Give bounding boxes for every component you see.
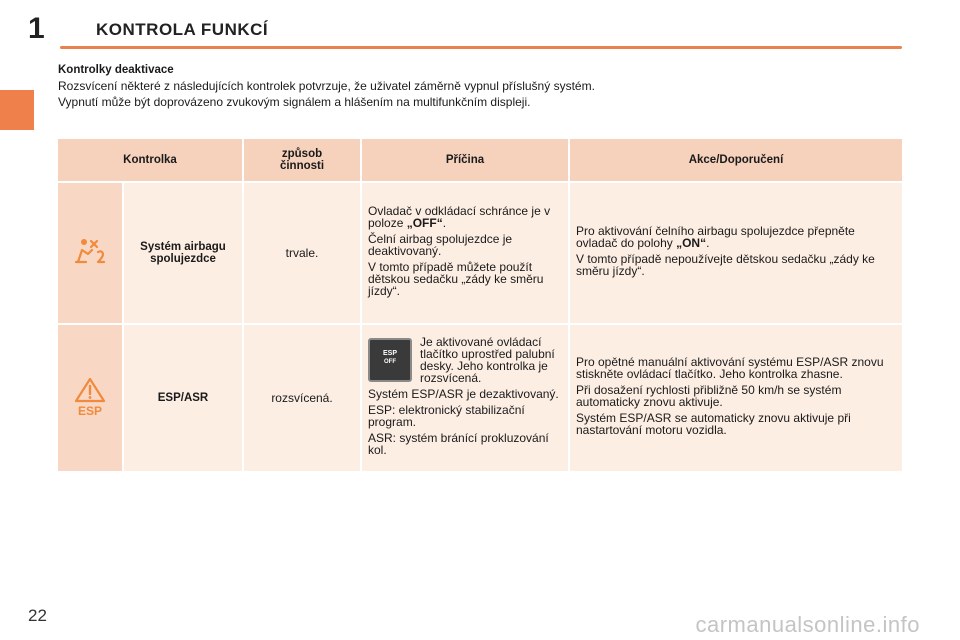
- indicator-name: ESP/ASR: [124, 325, 242, 471]
- esp-off-button-image: ESP OFF: [368, 338, 412, 382]
- indicator-cause: [362, 183, 568, 323]
- chapter-title: KONTROLA FUNKCÍ: [96, 20, 269, 39]
- passenger-airbag-off-icon: [72, 236, 108, 268]
- table-row: [58, 183, 902, 323]
- icon-cell: [58, 183, 122, 323]
- table-header-row: [58, 139, 902, 181]
- action-paragraph: V tomto případě nepoužívejte dětskou sedačku „zády ke směru jízdy“.: [576, 252, 875, 278]
- cause-paragraph: ASR: systém bránící prokluzování kol.: [368, 431, 549, 457]
- svg-text:ESP: ESP: [77, 404, 103, 417]
- header-kontrolka: Kontrolka: [58, 139, 242, 181]
- indicator-action: [570, 183, 902, 323]
- intro-section: [58, 62, 918, 110]
- intro-line-2: Vypnutí může být doprovázeno zvukovým signálem a hlášením na multifunkčním displeji.: [58, 95, 531, 109]
- esp-warning-icon: [72, 377, 108, 417]
- page-number: 22: [28, 606, 47, 625]
- chapter-number: 1: [28, 12, 45, 45]
- header-rule: [60, 46, 902, 49]
- intro-line-1: Rozsvícení některé z následujících kontrolek potvrzuje, že uživatel záměrně vypnul příslušný systém.: [58, 79, 595, 93]
- cause-paragraph: ESP: elektronický stabilizační program.: [368, 403, 525, 429]
- indicator-name: Systém airbagu spolujezdce: [124, 183, 242, 323]
- header-akce: Akce/Doporučení: [570, 139, 902, 181]
- cause-paragraph: Systém ESP/ASR je dezaktivovaný.: [368, 387, 559, 401]
- intro-heading: Kontrolky deaktivace: [58, 64, 174, 76]
- action-paragraph: Při dosažení rychlosti přibližně 50 km/h se systém automaticky znovu aktivuje.: [576, 383, 842, 409]
- cause-paragraph: Ovladač v odkládací schránce je v poloze „OFF“.: [368, 204, 551, 230]
- indicator-action: [570, 325, 902, 471]
- table-row: [58, 325, 902, 471]
- icon-cell: [58, 325, 122, 471]
- cause-paragraph: V tomto případě můžete použít dětskou sedačku „zády ke směru jízdy“.: [368, 260, 544, 298]
- chapter-tab: [0, 90, 34, 130]
- action-paragraph: Pro opětné manuální aktivování systému ESP/ASR znovu stiskněte ovládací tlačítko. Jeho kontrolka zhasne.: [576, 355, 884, 381]
- cause-paragraph: Je aktivované ovládací tlačítko uprostřed palubní desky. Jeho kontrolka je rozsvícená.: [420, 335, 555, 385]
- indicator-cause: [362, 325, 568, 471]
- indicator-table: [56, 137, 904, 473]
- indicator-mode: rozsvícená.: [244, 325, 360, 471]
- action-paragraph: Pro aktivování čelního airbagu spolujezdce přepněte ovladač do polohy „ON“.: [576, 224, 855, 250]
- cause-paragraph: Čelní airbag spolujezdce je deaktivovaný.: [368, 232, 513, 258]
- header-zpusob: způsob činnosti: [244, 139, 360, 181]
- watermark: carmanualsonline.info: [695, 612, 920, 637]
- action-paragraph: Systém ESP/ASR se automaticky znovu aktivuje při nastartování motoru vozidla.: [576, 411, 851, 437]
- header-pricina: Příčina: [362, 139, 568, 181]
- indicator-mode: trvale.: [244, 183, 360, 323]
